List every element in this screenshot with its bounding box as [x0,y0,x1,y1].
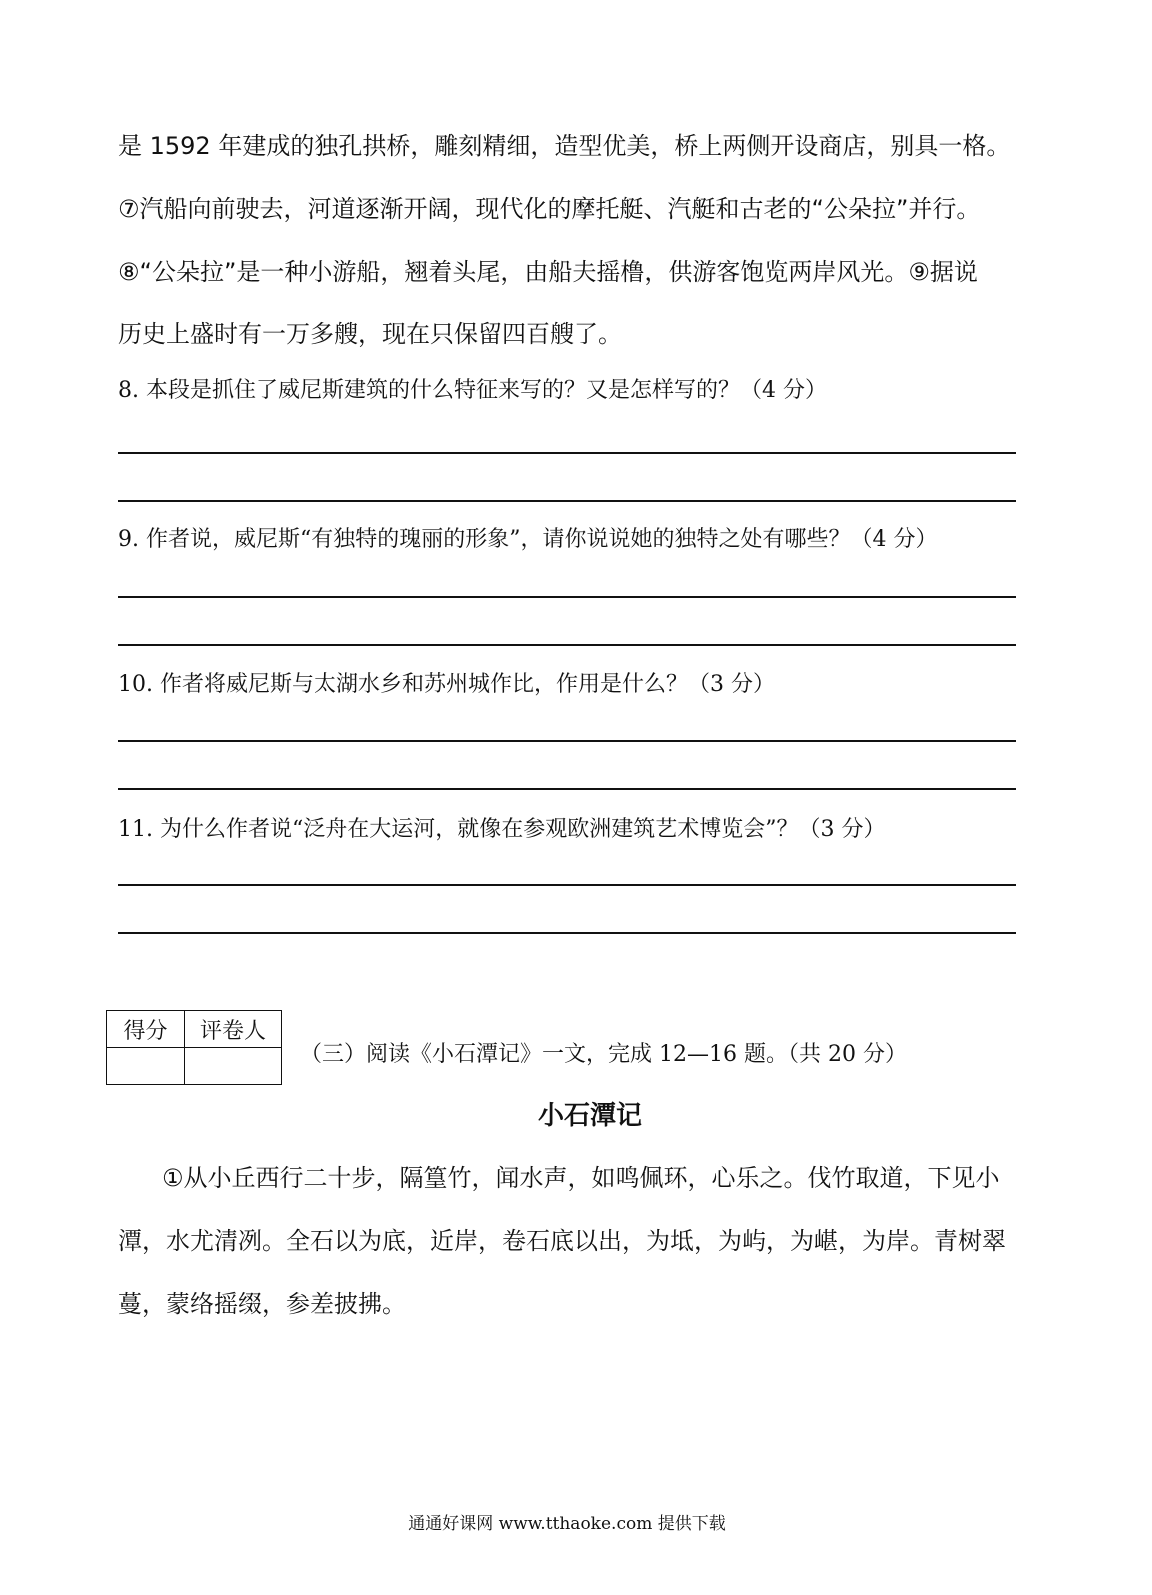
passage-line: 蔓，蒙络摇缀，参差披拂。 [118,1290,406,1318]
passage-line: ⑧“公朵拉”是一种小游船，翘着头尾，由船夫摇橹，供游客饱览两岸风光。⑨据说 [118,258,978,286]
answer-line[interactable] [118,788,1016,790]
question-10: 10. 作者将威尼斯与太湖水乡和苏州城作比，作用是什么？（3 分） [118,672,775,697]
answer-line[interactable] [118,884,1016,886]
article-title: 小石潭记 [537,1101,642,1131]
passage-line: 潭，水尤清冽。全石以为底，近岸，卷石底以出，为坻，为屿，为嵁，为岸。青树翠 [118,1227,1006,1255]
grader-label: 评卷人 [185,1011,282,1048]
page-footer: 通通好课网 www.tthaoke.com 提供下载 [408,1514,726,1534]
answer-line[interactable] [118,452,1016,454]
grader-cell[interactable] [185,1048,282,1085]
passage-line: ⑦汽船向前驶去，河道逐渐开阔，现代化的摩托艇、汽艇和古老的“公朵拉”并行。 [118,195,981,223]
score-label: 得分 [107,1011,185,1048]
score-table [106,1010,282,1085]
answer-line[interactable] [118,596,1016,598]
question-9: 9. 作者说，威尼斯“有独特的瑰丽的形象”，请你说说她的独特之处有哪些？（4 分） [118,527,938,552]
passage-line: 是 1592 年建成的独孔拱桥，雕刻精细，造型优美，桥上两侧开设商店，别具一格。 [118,132,1011,160]
answer-line[interactable] [118,932,1016,934]
passage-line: 历史上盛时有一万多艘，现在只保留四百艘了。 [118,320,622,348]
question-8: 8. 本段是抓住了威尼斯建筑的什么特征来写的？又是怎样写的？（4 分） [118,378,827,403]
section-heading: （三）阅读《小石潭记》一文，完成 12—16 题。（共 20 分） [300,1042,907,1067]
answer-line[interactable] [118,644,1016,646]
answer-line[interactable] [118,740,1016,742]
score-cell[interactable] [107,1048,185,1085]
question-11: 11. 为什么作者说“泛舟在大运河，就像在参观欧洲建筑艺术博览会”？（3 分） [118,817,886,842]
passage-line: ①从小丘西行二十步，隔篁竹，闻水声，如鸣佩环，心乐之。伐竹取道，下见小 [162,1164,1000,1192]
answer-line[interactable] [118,500,1016,502]
